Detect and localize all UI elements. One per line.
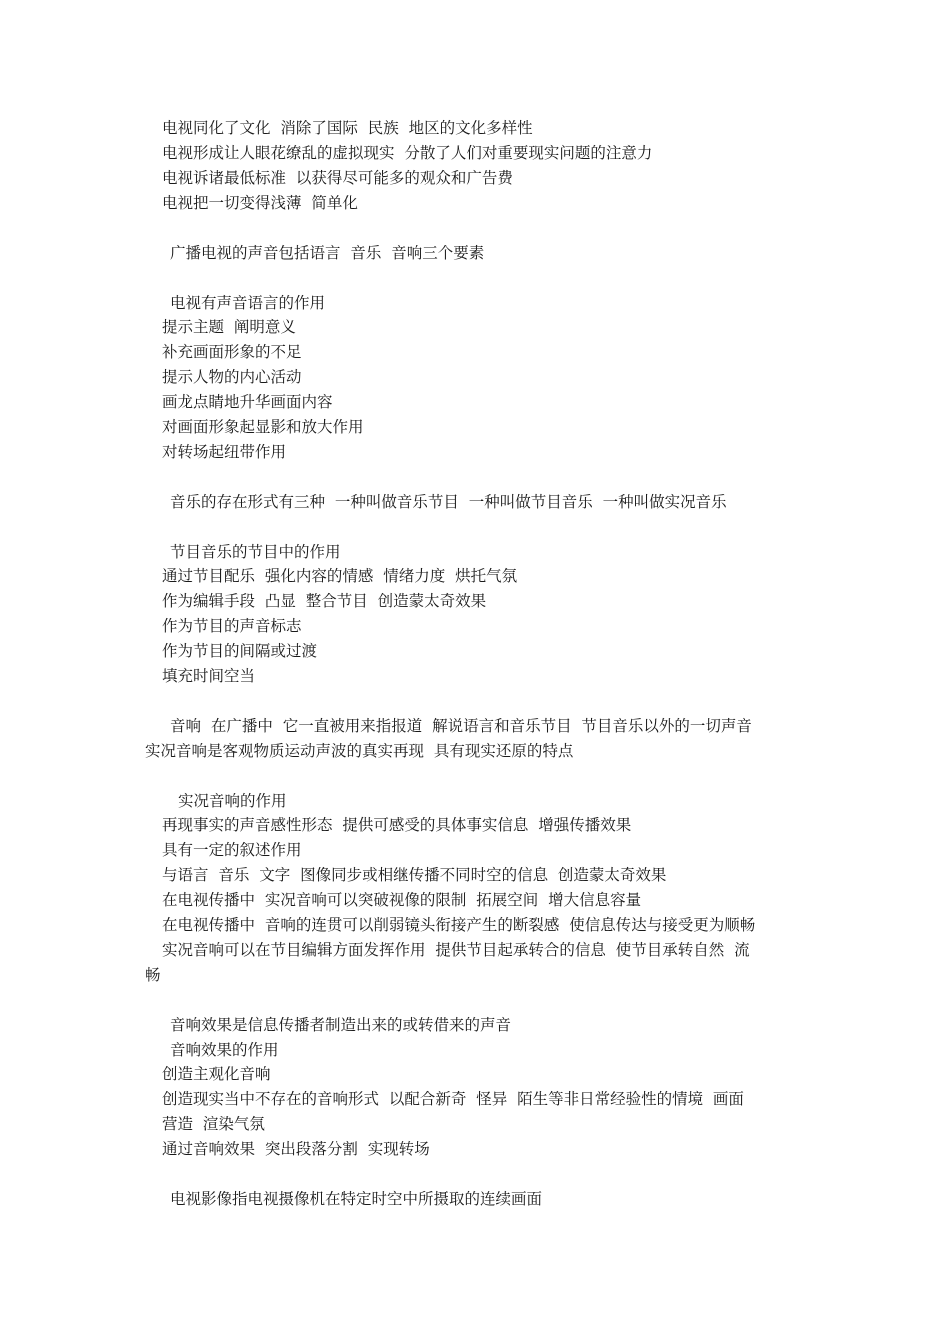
text-line: 作为节目的间隔或过渡 bbox=[162, 642, 318, 660]
text-line: 对画面形象起显影和放大作用 bbox=[162, 418, 364, 436]
text-line: 画龙点睛地升华画面内容 bbox=[162, 393, 333, 411]
text-line: 提示主题 阐明意义 bbox=[162, 318, 296, 336]
text-line: 与语言 音乐 文字 图像同步或相继传播不同时空的信息 创造蒙太奇效果 bbox=[162, 866, 667, 884]
text-line: 电视诉诸最低标准 以获得尽可能多的观众和广告费 bbox=[162, 169, 513, 187]
section-heading: 音乐的存在形式有三种 一种叫做音乐节目 一种叫做节目音乐 一种叫做实况音乐 bbox=[170, 493, 727, 511]
text-line: 电视把一切变得浅薄 简单化 bbox=[162, 194, 358, 212]
text-line: 对转场起纽带作用 bbox=[162, 443, 287, 461]
text-line: 创造现实当中不存在的音响形式 以配合新奇 怪异 陌生等非日常经验性的情境 画面 bbox=[162, 1090, 744, 1108]
text-line: 作为节目的声音标志 bbox=[162, 617, 302, 635]
text-line: 提示人物的内心活动 bbox=[162, 368, 302, 386]
section-heading: 实况音响的作用 bbox=[178, 792, 287, 810]
text-line: 营造 渲染气氛 bbox=[162, 1115, 265, 1133]
section-heading: 音响效果的作用 bbox=[170, 1041, 279, 1059]
section-heading: 电视影像指电视摄像机在特定时空中所摄取的连续画面 bbox=[170, 1190, 543, 1208]
section-heading: 电视有声音语言的作用 bbox=[170, 294, 326, 312]
text-line: 创造主观化音响 bbox=[162, 1065, 271, 1083]
text-line: 在电视传播中 实况音响可以突破视像的限制 拓展空间 增大信息容量 bbox=[162, 891, 642, 909]
text-line: 畅 bbox=[145, 966, 161, 984]
text-line: 填充时间空当 bbox=[162, 667, 256, 685]
text-line: 作为编辑手段 凸显 整合节目 创造蒙太奇效果 bbox=[162, 592, 487, 610]
text-line: 实况音响可以在节目编辑方面发挥作用 提供节目起承转合的信息 使节目承转自然 流 bbox=[162, 941, 750, 959]
text-line: 通过音响效果 突出段落分割 实现转场 bbox=[162, 1140, 430, 1158]
text-line: 电视形成让人眼花缭乱的虚拟现实 分散了人们对重要现实问题的注意力 bbox=[162, 144, 653, 162]
text-line: 补充画面形象的不足 bbox=[162, 343, 302, 361]
text-line: 电视同化了文化 消除了国际 民族 地区的文化多样性 bbox=[162, 119, 533, 137]
paragraph-line: 音响 在广播中 它一直被用来指报道 解说语言和音乐节目 节目音乐以外的一切声音 bbox=[170, 717, 752, 735]
section-heading: 音响效果是信息传播者制造出来的或转借来的声音 bbox=[170, 1016, 512, 1034]
text-line: 具有一定的叙述作用 bbox=[162, 841, 302, 859]
paragraph-line: 实况音响是客观物质运动声波的真实再现 具有现实还原的特点 bbox=[145, 742, 574, 760]
text-line: 再现事实的声音感性形态 提供可感受的具体事实信息 增强传播效果 bbox=[162, 816, 632, 834]
section-heading: 节目音乐的节目中的作用 bbox=[170, 543, 341, 561]
text-line: 在电视传播中 音响的连贯可以削弱镜头衔接产生的断裂感 使信息传达与接受更为顺畅 bbox=[162, 916, 756, 934]
section-heading: 广播电视的声音包括语言 音乐 音响三个要素 bbox=[170, 244, 485, 262]
text-line: 通过节目配乐 强化内容的情感 情绪力度 烘托气氛 bbox=[162, 567, 518, 585]
